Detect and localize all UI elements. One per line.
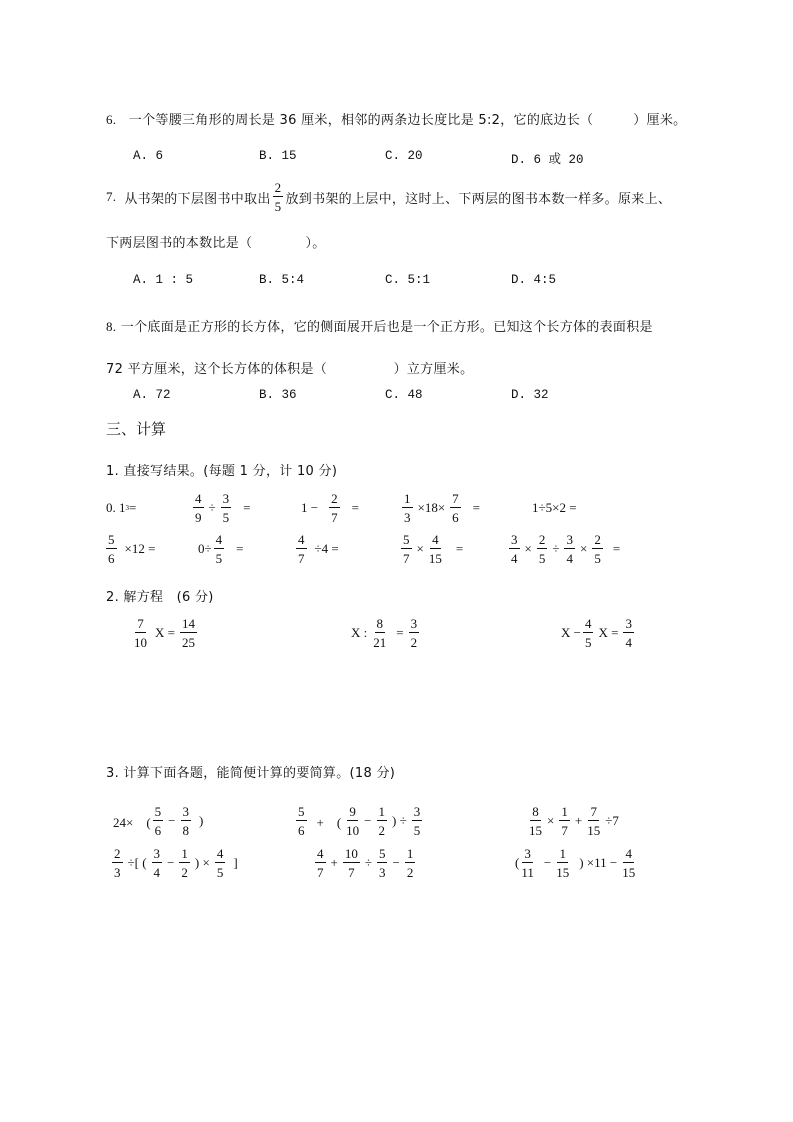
option-d[interactable]: D. 6 或 20 [511,153,584,167]
section-heading: 三、计算 [106,420,167,438]
question-text: 一个底面是正方形的长方体，它的侧面展开后也是一个正方形。已知这个长方体的表面积是 [120,320,653,335]
part1-title: 1. 直接写结果。(每题 1 分，计 10 分) [106,464,338,479]
expr-1-5: 1÷5×2 = [532,500,577,515]
option-a[interactable]: A. 6 [133,149,164,163]
question-text-before: 从书架的下层图书中取出 [124,191,271,207]
part2-title: 2. 解方程 (6 分) [106,590,214,605]
question-6 [106,109,686,128]
question-text: 一个等腰三角形的周长是 36 厘米，相邻的两条边长度比是 5:2，它的底边长（ ）厘米。 [128,113,687,128]
expr-2-4: $\frac{5}{7}$ × $\frac{4}{15}$ = [403,532,464,566]
question-text-after: 放到书架的上层中，这时上、下两层的图书本数一样多。原来上、 [285,191,672,207]
option-c[interactable]: C. 20 [385,149,423,163]
expr-1-4: $\frac{1}{3}$ ×18× $\frac{7}{6}$ = [404,491,481,525]
option-d[interactable]: D. 32 [511,388,549,402]
option-a[interactable]: A. 72 [133,388,171,402]
expr-2-2: 0÷ $\frac{4}{5}$ = [198,532,244,566]
option-b[interactable]: B. 5:4 [259,273,305,287]
option-c[interactable]: C. 5:1 [385,273,431,287]
expr-1-2: $\frac{4}{9}$ ÷ $\frac{3}{5}$ = [195,491,251,525]
calc-3: $\frac{8}{15}$ × $\frac{1}{7}$ + $\frac{7}{15}$ ÷7 [529,804,619,838]
expr-2-1: $\frac{5}{6}$ ×12 = [108,532,156,566]
question-7 [106,181,671,213]
calc-6: ( $\frac{3}{11}$ − $\frac{1}{15}$ ) ×11 − $\frac{4}{15}$ [515,846,636,880]
calc-5: $\frac{4}{7}$ + $\frac{10}{7}$ ÷ $\frac{5}{3}$ − $\frac{1}{2}$ [317,846,414,880]
option-b[interactable]: B. 36 [259,388,297,402]
equation-2: X : $\frac{8}{21}$ = $\frac{3}{2}$ [351,616,418,650]
option-a[interactable]: A. 1 : 5 [133,273,194,287]
part3-title: 3. 计算下面各题，能简便计算的要简算。(18 分) [106,766,396,781]
question-number: 7. [106,189,117,204]
equation-1: $\frac{7}{10}$ X = $\frac{14}{25}$ [134,616,195,650]
calc-1: 24× ( $\frac{5}{6}$ − $\frac{3}{8}$ ) [113,804,204,838]
question-8 [106,316,653,335]
expr-1-1: 0. 1 3 = [106,500,137,515]
equation-3: X − $\frac{4}{5}$ X = $\frac{3}{4}$ [561,616,632,650]
option-b[interactable]: B. 15 [259,149,297,163]
calc-4: $\frac{2}{3}$ ÷[ ( $\frac{3}{4}$ − $\frac{1}{2}$ ) × $\frac{4}{5}$ ] [114,846,238,880]
question-number: 6. [106,112,117,127]
expr-2-5: $\frac{3}{4}$ × $\frac{2}{5}$ ÷ $\frac{3}{4}$ × $\frac{2}{5}$ = [511,532,621,566]
question-number: 8. [106,319,117,334]
question-8-line2: 72 平方厘米，这个长方体的体积是（ ）立方厘米。 [106,362,474,377]
fraction: $\frac{2}{5}$ [274,180,282,214]
option-c[interactable]: C. 48 [385,388,423,402]
option-d[interactable]: D. 4:5 [511,273,557,287]
expr-2-3: $\frac{4}{7}$ ÷4 = [298,532,339,566]
calc-2: $\frac{5}{6}$ + ( $\frac{9}{10}$ − $\frac{1}{2}$ ) ÷ $\frac{3}{5}$ [298,804,421,838]
expr-1-3: 1 − $\frac{2}{7}$ = [301,491,359,525]
question-7-line2: 下两层图书的本数比是（ ）。 [106,236,326,251]
